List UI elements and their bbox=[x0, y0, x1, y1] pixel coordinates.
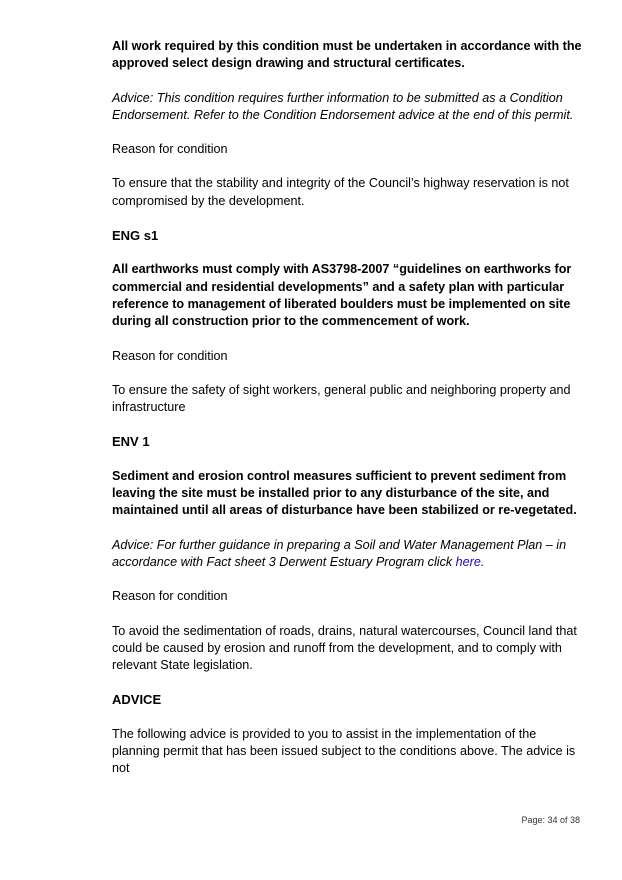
advice-text: Advice: For further guidance in preparing a Soil and Water Management Plan – in accordance with Fact sheet 3 Derwent Estuary Program click bbox=[112, 537, 567, 569]
condition-advice-text: Advice: This condition requires further information to be submitted as a Condition Endorsement. Refer to the Condition Endorsement advice at the end of this permit. bbox=[112, 90, 574, 122]
earthworks-requirement-text: All earthworks must comply with AS3798-2007 “guidelines on earthworks for commercial and residential developments” and a safety plan with particular reference to management of liberated boulders must be implemented on site during all construction prior to the commencement of work. bbox=[112, 262, 572, 329]
reason-text: To ensure the safety of sight workers, general public and neighboring property and infrastructure bbox=[112, 382, 571, 415]
here-link[interactable]: here bbox=[455, 554, 481, 569]
soil-water-advice-text bbox=[112, 537, 584, 572]
reason-label: Reason for condition bbox=[112, 142, 228, 157]
page-number: Page: 34 of 38 bbox=[521, 815, 580, 825]
reason-label: Reason for condition bbox=[112, 589, 228, 604]
reason-label: Reason for condition bbox=[112, 348, 228, 363]
reason-text: To ensure that the stability and integrity of the Council’s highway reservation is not compromised by the development. bbox=[112, 176, 569, 208]
page-content bbox=[112, 38, 584, 778]
section-heading-advice: ADVICE bbox=[112, 692, 162, 708]
sediment-requirement-text: Sediment and erosion control measures sufficient to prevent sediment from leaving the site must be installed prior to any disturbance of the site, and maintained until all areas of disturbance have been stabilized or re-vegetated. bbox=[112, 468, 577, 518]
reason-text: To avoid the sedimentation of roads, drains, natural watercourses, Council land that could be caused by erosion and runoff from the development, and to comply with relevant State legislation. bbox=[112, 623, 577, 673]
advice-intro-text: The following advice is provided to you to assist in the implementation of the planning permit that has been issued subject to the conditions above. The advice is not bbox=[112, 726, 576, 776]
section-heading-env-1: ENV 1 bbox=[112, 434, 150, 450]
advice-period: . bbox=[480, 554, 485, 569]
section-heading-eng-s1: ENG s1 bbox=[112, 228, 159, 244]
condition-requirement-text: All work required by this condition must be undertaken in accordance with the approved select design drawing and structural certificates. bbox=[112, 39, 582, 71]
